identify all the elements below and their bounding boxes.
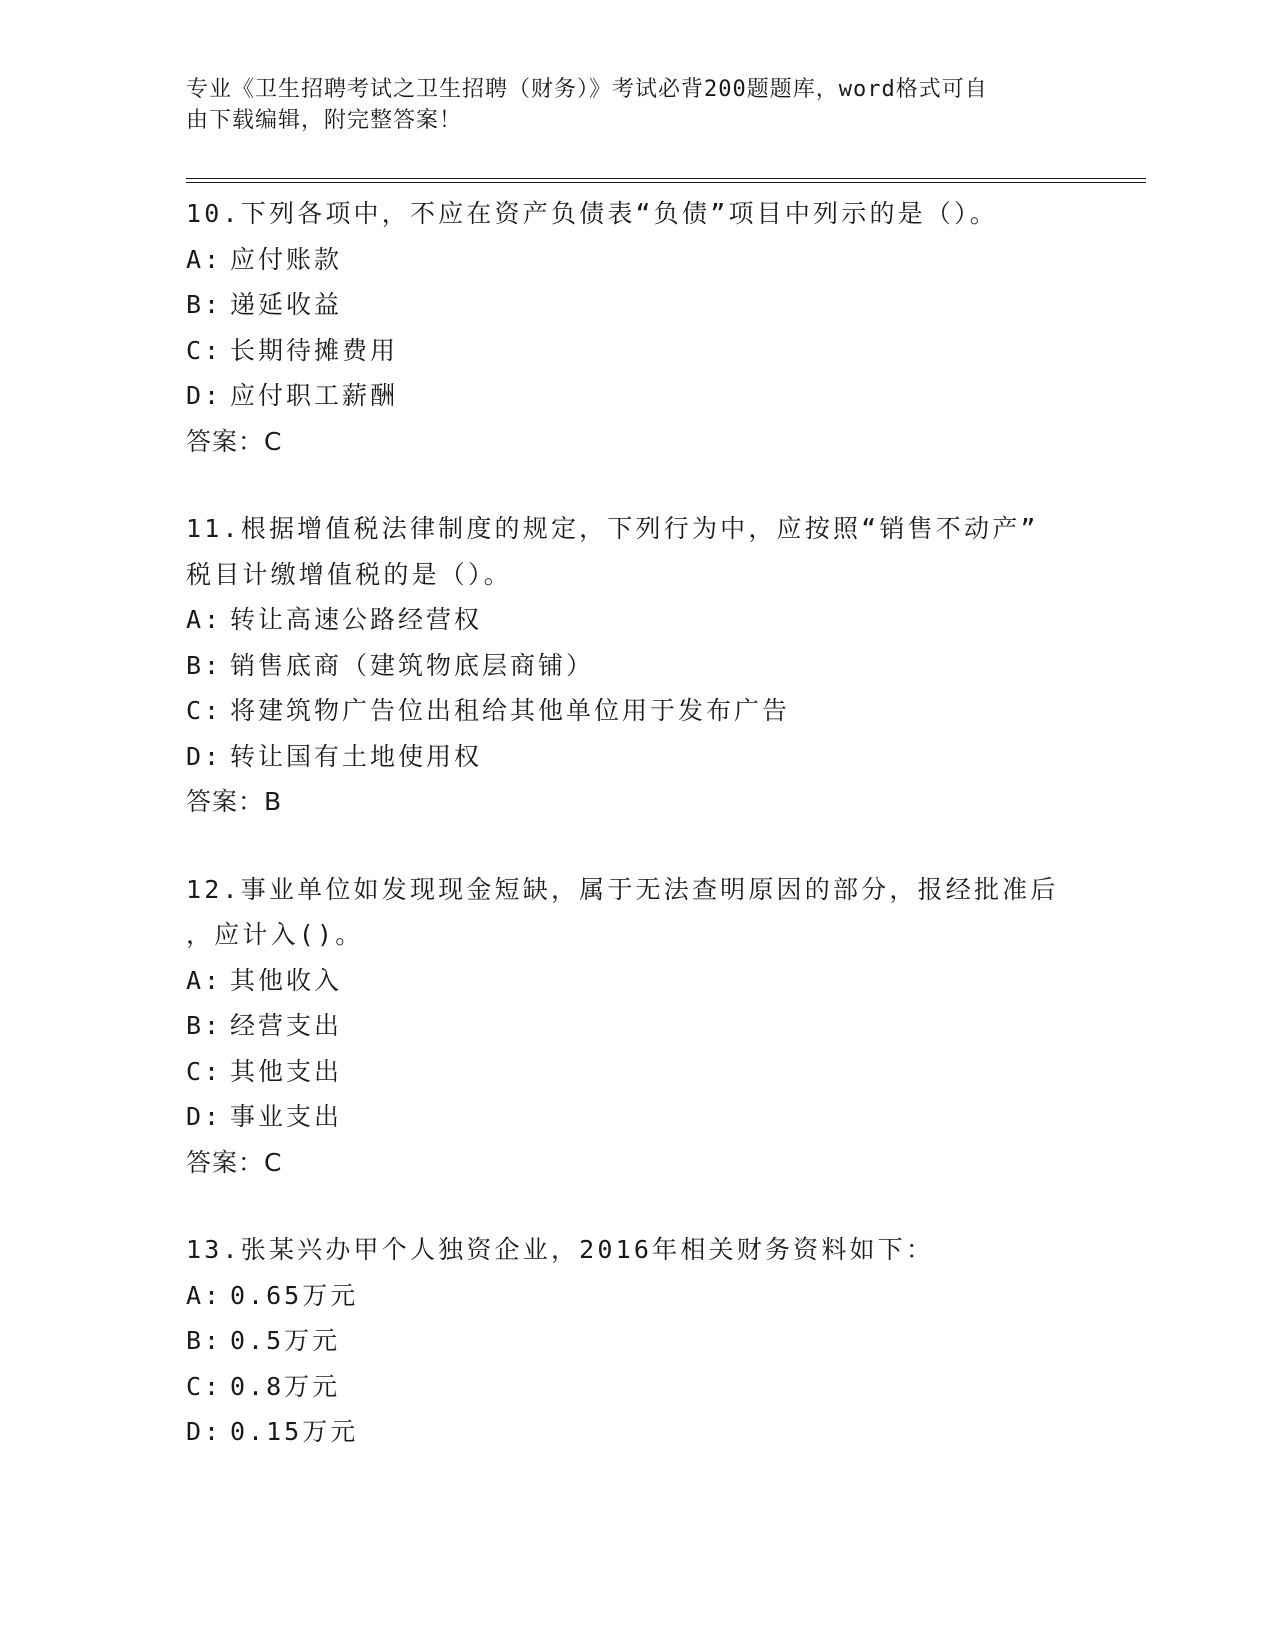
question-stem — [186, 506, 1086, 597]
option-letter: D: — [186, 741, 223, 771]
option-letter: A: — [186, 605, 223, 634]
option-text: 经营支出 — [230, 1011, 343, 1040]
option-text: 其他支出 — [230, 1056, 343, 1086]
option-text: 将建筑物广告位出租给其他单位用于发布广告 — [230, 696, 791, 725]
answer-option — [186, 1409, 1086, 1455]
answer-option — [186, 1003, 1086, 1049]
question-block — [186, 1227, 1086, 1455]
option-letter: A: — [186, 1280, 223, 1310]
answer-option — [186, 1094, 1086, 1140]
option-text: 0.65万元 — [230, 1280, 359, 1310]
option-letter: D: — [186, 381, 223, 410]
option-letter: B: — [186, 1326, 223, 1355]
option-text: 销售底商（建筑物底层商铺） — [230, 650, 595, 680]
option-text: 其他收入 — [230, 965, 343, 995]
answer-option — [186, 597, 1086, 643]
answer-option — [186, 688, 1086, 734]
option-text: 0.15万元 — [230, 1417, 359, 1446]
answer-option — [186, 1364, 1086, 1410]
answer-option — [186, 734, 1086, 780]
option-letter: A: — [186, 965, 223, 995]
option-letter: C: — [186, 1371, 223, 1401]
question-stem-line: 10.下列各项中，不应在资产负债表“负债”项目中列示的是（）。 — [186, 199, 998, 228]
header-divider-top — [186, 178, 1146, 179]
question-list — [186, 191, 1086, 1497]
option-text: 应付职工薪酬 — [230, 381, 399, 410]
answer-key: 答案：B — [186, 787, 283, 816]
option-letter: C: — [186, 335, 223, 365]
document-header — [186, 74, 1066, 136]
question-stem — [186, 867, 1086, 958]
option-letter: B: — [186, 650, 223, 680]
question-stem — [186, 191, 1086, 237]
question-stem-line: 11.根据增值税法律制度的规定，下列行为中，应按照“销售不动产” — [186, 514, 1039, 543]
option-letter: D: — [186, 1417, 223, 1446]
answer-option — [186, 1273, 1086, 1319]
answer-option — [186, 328, 1086, 374]
answer-option — [186, 237, 1086, 283]
option-text: 转让国有土地使用权 — [230, 741, 483, 771]
question-stem-line: ，应计入()。 — [186, 920, 364, 949]
option-letter: D: — [186, 1102, 223, 1131]
answer-option — [186, 958, 1086, 1004]
header-line-2: 由下载编辑，附完整答案！ — [186, 108, 463, 133]
option-text: 转让高速公路经营权 — [230, 605, 483, 634]
question-stem-line: 税目计缴增值税的是（）。 — [186, 559, 512, 589]
option-letter: B: — [186, 1011, 223, 1040]
question-stem-line: 13.张某兴办甲个人独资企业，2016年相关财务资料如下： — [186, 1235, 935, 1264]
question-block — [186, 867, 1086, 1186]
answer-option — [186, 373, 1086, 419]
question-stem-line: 12.事业单位如发现现金短缺，属于无法查明原因的部分，报经批准后 — [186, 874, 1059, 904]
answer-key: 答案：C — [186, 1147, 283, 1177]
answer-option — [186, 1049, 1086, 1095]
answer-option — [186, 643, 1086, 689]
option-text: 递延收益 — [230, 290, 343, 319]
header-divider-bottom — [186, 182, 1146, 183]
question-stem — [186, 1227, 1086, 1273]
question-block — [186, 191, 1086, 464]
option-text: 0.8万元 — [230, 1371, 341, 1401]
option-letter: C: — [186, 696, 223, 725]
option-text: 应付账款 — [230, 244, 343, 274]
question-block — [186, 506, 1086, 825]
option-letter: A: — [186, 244, 223, 274]
answer-option — [186, 282, 1086, 328]
option-letter: B: — [186, 290, 223, 319]
option-text: 事业支出 — [230, 1102, 343, 1131]
option-text: 长期待摊费用 — [230, 335, 399, 365]
answer-option — [186, 1318, 1086, 1364]
option-letter: C: — [186, 1056, 223, 1086]
answer-key: 答案：C — [186, 426, 283, 456]
option-text: 0.5万元 — [230, 1326, 341, 1355]
header-line-1: 专业《卫生招聘考试之卫生招聘（财务）》考试必背200题题库，word格式可自 — [186, 77, 988, 102]
